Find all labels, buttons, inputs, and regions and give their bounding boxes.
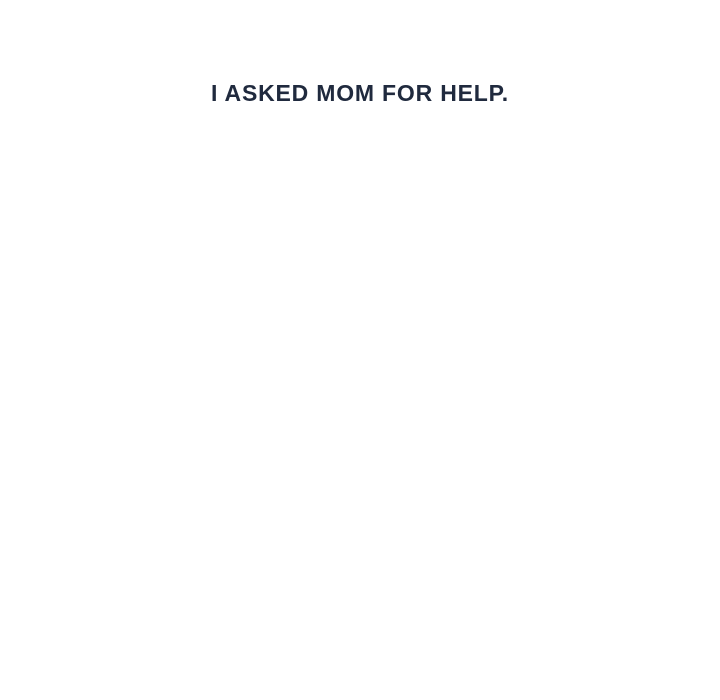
narration-caption: I ASKED MOM FOR HELP.	[211, 80, 509, 106]
